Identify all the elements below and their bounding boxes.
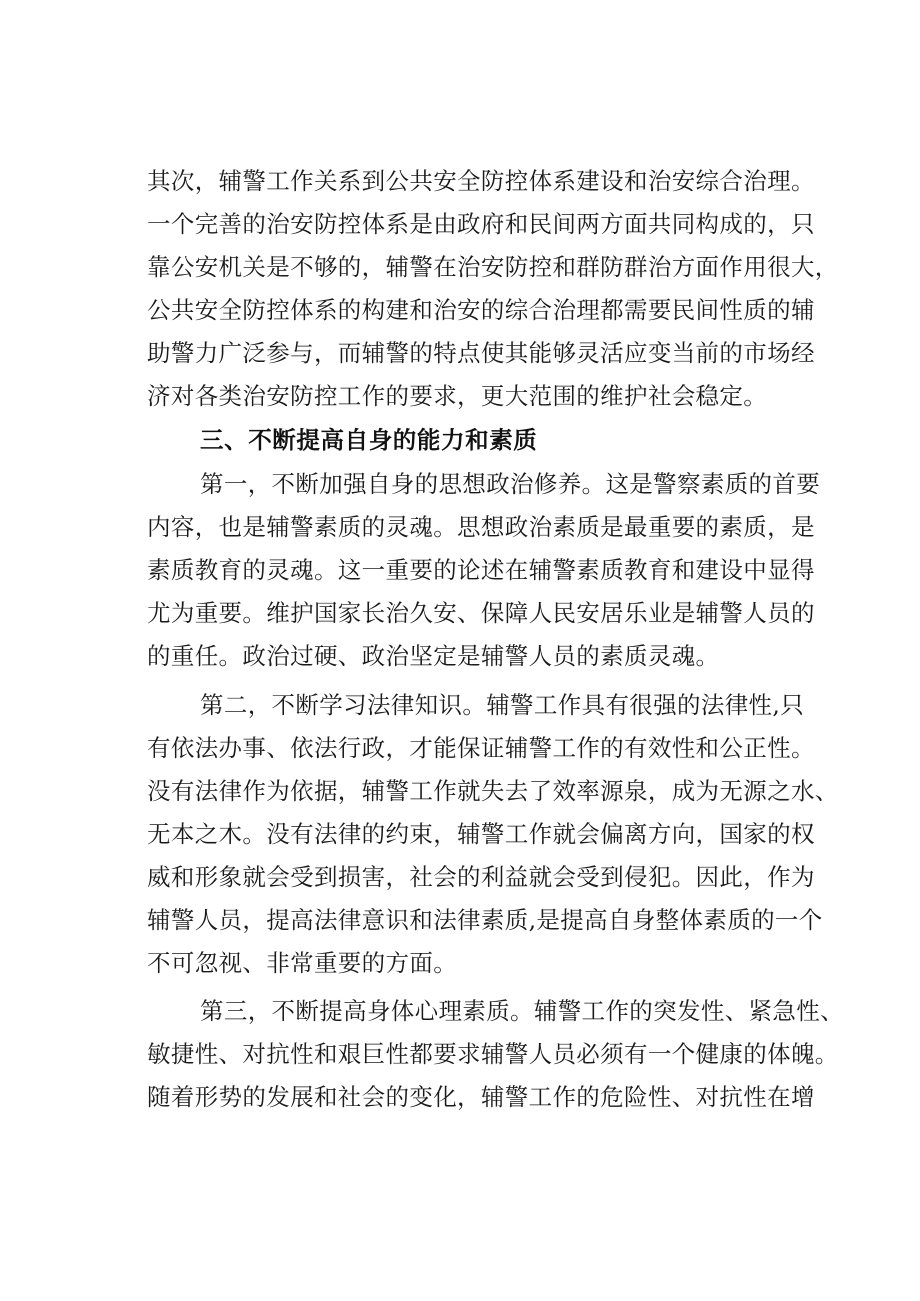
paragraph-3-line-2: 有依法办事、依法行政，才能保证辅警工作的有效性和公正性。 <box>147 734 815 762</box>
paragraph-3-line-1: 第二，不断学习法律知识。辅警工作具有很强的法律性,只 <box>200 691 805 719</box>
paragraph-3-line-3: 没有法律作为依据，辅警工作就失去了效率源泉，成为无源之水、 <box>147 777 839 805</box>
paragraph-4-line-2: 敏捷性、对抗性和艰巨性都要求辅警人员必须有一个健康的体魄。 <box>147 1040 839 1068</box>
paragraph-1-line-2: 一个完善的治安防控体系是由政府和民间两方面共同构成的，只 <box>147 210 815 238</box>
paragraph-1-line-6: 济对各类治安防控工作的要求，更大范围的维护社会稳定。 <box>147 382 768 410</box>
paragraph-4-line-3: 随着形势的发展和社会的变化，辅警工作的危险性、对抗性在增 <box>147 1083 815 1111</box>
paragraph-3-line-6: 辅警人员，提高法律意识和法律素质,是提高自身整体素质的一个 <box>147 906 823 934</box>
paragraph-3-line-5: 威和形象就会受到损害，社会的利益就会受到侵犯。因此，作为 <box>147 863 815 891</box>
paragraph-2-line-4: 尤为重要。维护国家长治久安、保障人民安居乐业是辅警人员的 <box>147 599 815 627</box>
paragraph-1-line-1: 其次，辅警工作关系到公共安全防控体系建设和治安综合治理。 <box>147 167 815 195</box>
paragraph-1-line-3: 靠公安机关是不够的，辅警在治安防控和群防群治方面作用很大， <box>147 253 839 281</box>
paragraph-4-line-1: 第三，不断提高身体心理素质。辅警工作的突发性、紧急性、 <box>200 997 844 1025</box>
paragraph-1-line-4: 公共安全防控体系的构建和治安的综合治理都需要民间性质的辅 <box>147 296 815 324</box>
paragraph-2-line-1: 第一，不断加强自身的思想政治修养。这是警察素质的首要 <box>200 470 821 498</box>
paragraph-3-line-7: 不可忽视、非常重要的方面。 <box>147 949 458 977</box>
paragraph-2-line-3: 素质教育的灵魂。这一重要的论述在辅警素质教育和建设中显得 <box>147 556 815 584</box>
paragraph-2-line-2: 内容，也是辅警素质的灵魂。思想政治素质是最重要的素质，是 <box>147 513 815 541</box>
paragraph-3-line-4: 无本之木。没有法律的约束，辅警工作就会偏离方向，国家的权 <box>147 820 815 848</box>
paragraph-1-line-5: 助警力广泛参与，而辅警的特点使其能够灵活应变当前的市场经 <box>147 339 815 367</box>
section-heading: 三、不断提高自身的能力和素质 <box>200 426 538 454</box>
paragraph-2-line-5: 的重任。政治过硬、政治坚定是辅警人员的素质灵魂。 <box>147 642 720 670</box>
